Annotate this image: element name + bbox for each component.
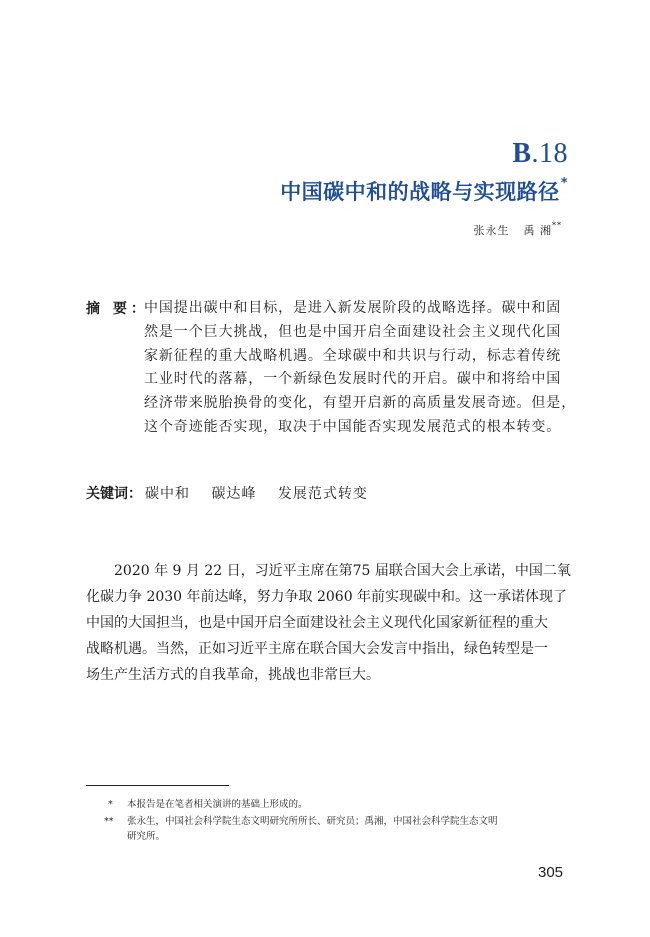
chapter-number xyxy=(512,138,568,170)
keyword-item: 碳达峰 xyxy=(211,486,257,502)
abstract-line: 家新征程的重大战略机遇。全球碳中和共识与行动，标志着传统 xyxy=(144,347,562,364)
chapter-digits: .18 xyxy=(531,138,568,169)
abstract-line: 经济带来脱胎换骨的变化，有望开启新的高质量发展奇迹。但是， xyxy=(144,395,577,412)
author-footnote-mark[interactable]: ** xyxy=(552,221,562,231)
title-footnote-mark[interactable]: * xyxy=(560,176,568,191)
chapter-title xyxy=(280,176,568,206)
body-line: 中国的大国担当，也是中国开启全面建设社会主义现代化国家新征程的重大 xyxy=(86,615,548,631)
author-1: 张永生 xyxy=(473,224,510,237)
body-line: 场生产生活方式的自我革命，挑战也非常巨大。 xyxy=(86,667,380,683)
footnote-1-text: 本报告是在笔者相关演讲的基础上形成的。 xyxy=(127,799,308,810)
abstract-line: 然是一个巨大挑战，但也是中国开启全面建设社会主义现代化国 xyxy=(144,323,562,340)
keyword-item: 发展范式转变 xyxy=(277,486,368,502)
body-line: 化碳力争 2030 年前达峰，努力争取 2060 年前实现碳中和。这一承诺体现了 xyxy=(86,589,568,605)
footnote-1-mark: * xyxy=(108,799,113,810)
footnote-2-text: 张永生，中国社会科学院生态文明研究所所长、研究员；禹湘，中国社会科学院生态文明 xyxy=(127,816,498,827)
page-number: 305 xyxy=(538,864,564,881)
author-line xyxy=(474,222,563,238)
abstract-line: 工业时代的落幕，一个新绿色发展时代的开启。碳中和将给中国 xyxy=(144,371,562,388)
chapter-title-text: 中国碳中和的战略与实现路径 xyxy=(280,180,560,204)
body-paragraph xyxy=(86,558,571,688)
abstract-line: 这个奇迹能否实现，取决于中国能否实现发展范式的根本转变。 xyxy=(144,418,562,435)
body-line: 战略机遇。当然，正如习近平主席在联合国大会发言中指出，绿色转型是一 xyxy=(86,641,548,657)
keywords-label: 关键词： xyxy=(86,486,142,502)
footnote-2-mark: ** xyxy=(104,816,114,827)
keywords-list xyxy=(145,483,384,503)
abstract-label: 摘 要： xyxy=(86,301,149,317)
abstract-text xyxy=(145,297,575,440)
chapter-prefix: B xyxy=(512,138,532,169)
author-2: 禹 湘 xyxy=(523,224,552,237)
keyword-item: 碳中和 xyxy=(145,486,190,502)
footnote-divider xyxy=(86,785,229,786)
footnote-2-continuation: 研究所。 xyxy=(127,831,166,842)
abstract-line: 中国提出碳中和目标，是进入新发展阶段的战略选择。碳中和固 xyxy=(144,300,562,316)
body-line: 2020 年 9 月 22 日，习近平主席在第75 届联合国大会上承诺，中国二氧 xyxy=(86,563,571,579)
